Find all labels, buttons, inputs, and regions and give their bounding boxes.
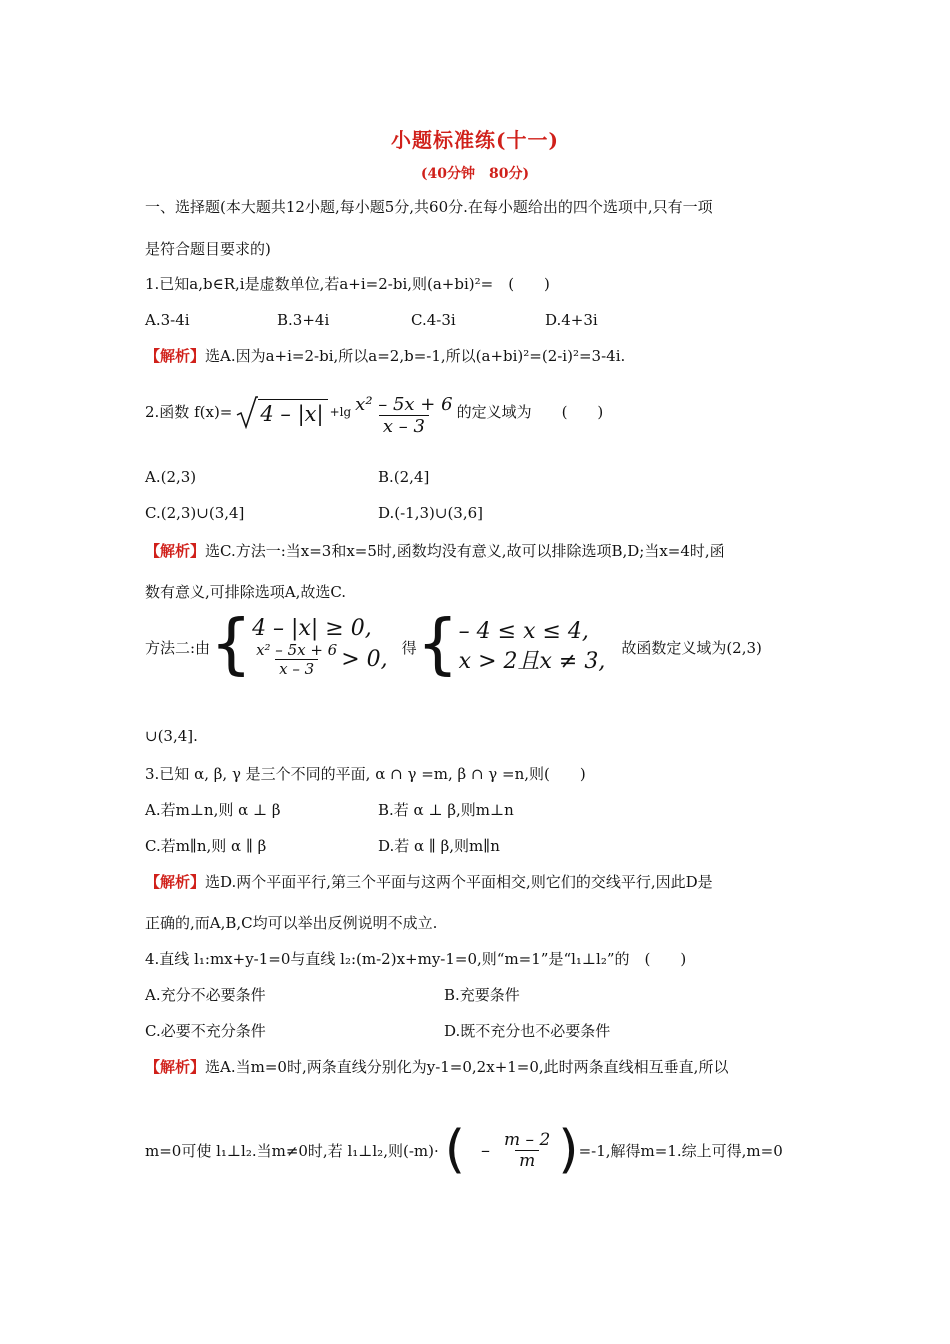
q1-option-a: A.3-4i [145, 311, 190, 329]
q1-stem: 1.已知a,b∈R,i是虚数单位,若a+i=2-bi,则(a+bi)²= ( ) [145, 275, 550, 293]
q2-option-d: D.(-1,3)∪(3,6] [378, 504, 484, 522]
fraction-numerator: m – 2 [504, 1129, 551, 1150]
q2-log-fraction [351, 394, 456, 437]
system1-tail: > 0, [341, 647, 388, 672]
q3-analysis [145, 871, 713, 892]
q2-suffix: 的定义域为 ( ) [456, 403, 604, 421]
q3-option-c: C.若m∥n,则 α ∥ β [145, 837, 267, 855]
q2-analysis-line2: 数有意义,可排除选项A,故选C. [145, 583, 347, 601]
q2-option-b: B.(2,4] [378, 468, 430, 486]
q2-conclusion: 故函数定义域为(2,3) [621, 638, 762, 657]
q1-analysis-text: 选A.因为a+i=2-bi,所以a=2,b=-1,所以(a+bi)²=(2-i)²=3-4i. [205, 347, 626, 365]
q2-prefix: 2.函数 f(x)= [145, 403, 233, 421]
analysis-tag: 【解析】 [145, 873, 206, 891]
q4-line2-prefix: m=0可使 l₁⊥l₂.当m≠0时,若 l₁⊥l₂,则(-m)· [145, 1141, 439, 1160]
q2-option-c: C.(2,3)∪(3,4] [145, 504, 245, 522]
left-brace-icon: { [210, 605, 253, 682]
fraction-numerator: x² – 5x + 6 [256, 641, 338, 659]
method2-label: 方法二:由 [145, 638, 211, 657]
system1-line1: 4 – |x| ≥ 0, [252, 616, 372, 641]
q2-sqrt-body: 4 – |x| [258, 399, 327, 426]
q4-option-b: B.充要条件 [444, 986, 520, 1004]
analysis-tag: 【解析】 [145, 1058, 206, 1076]
q4-option-d: D.既不充分也不必要条件 [444, 1022, 611, 1040]
fraction-numerator: x² – 5x + 6 [355, 394, 453, 415]
page-title: 小题标准练(十一) [391, 128, 559, 152]
q3-stem: 3.已知 α, β, γ 是三个不同的平面, α ∩ γ =m, β ∩ γ =n,则( ) [145, 765, 586, 783]
system2 [459, 619, 606, 675]
section-instructions-line2: 是符合题目要求的) [145, 240, 271, 258]
q1-analysis [145, 345, 625, 366]
q1-option-d: D.4+3i [545, 311, 598, 329]
left-brace-icon: { [416, 605, 459, 682]
q4-fraction [500, 1130, 554, 1171]
q3-option-a: A.若m⊥n,则 α ⊥ β [145, 801, 281, 819]
q4-analysis-line2 [145, 1120, 783, 1180]
sqrt-icon [236, 395, 258, 429]
q4-stem: 4.直线 l₁:mx+y-1=0与直线 l₂:(m-2)x+my-1=0,则“m=1”是“l₁⊥l₂”的 ( ) [145, 950, 687, 968]
q4-analysis-line1: 选A.当m=0时,两条直线分别化为y-1=0,2x+1=0,此时两条直线相互垂直,所以 [205, 1058, 729, 1076]
q2-analysis-line1: 选C.方法一:当x=3和x=5时,函数均没有意义,故可以排除选项B,D;当x=4时,函 [205, 542, 725, 560]
q4-option-c: C.必要不充分条件 [145, 1022, 266, 1040]
right-paren-icon: ) [558, 1120, 579, 1180]
q2-conclusion2: ∪(3,4]. [145, 727, 198, 745]
left-paren-icon: ( [444, 1120, 466, 1180]
q3-option-b: B.若 α ⊥ β,则m⊥n [378, 801, 514, 819]
q2-method2 [145, 605, 762, 682]
system1-fraction [252, 641, 341, 678]
q2-plus-lg: +lg [329, 404, 352, 419]
analysis-tag: 【解析】 [145, 542, 206, 560]
fraction-denominator: m [515, 1150, 539, 1171]
analysis-tag: 【解析】 [145, 347, 206, 365]
fraction-denominator: x – 3 [379, 415, 429, 437]
q2-analysis [145, 540, 725, 561]
page-subtitle: (40分钟 80分) [420, 166, 530, 182]
q3-option-d: D.若 α ∥ β,则m∥n [378, 837, 500, 855]
q2-option-a: A.(2,3) [145, 468, 197, 486]
minus-sign: – [481, 1139, 491, 1161]
system2-line2: x > 2且x ≠ 3, [458, 649, 606, 674]
system1 [252, 616, 388, 678]
de-label: 得 [401, 638, 417, 657]
q1-option-c: C.4-3i [411, 311, 456, 329]
q4-line2-suffix: =-1,解得m=1.综上可得,m=0 [578, 1141, 783, 1160]
q4-analysis [145, 1056, 728, 1077]
q3-analysis-line1: 选D.两个平面平行,第三个平面与这两个平面相交,则它们的交线平行,因此D是 [205, 873, 713, 891]
section-instructions-line1: 一、选择题(本大题共12小题,每小题5分,共60分.在每小题给出的四个选项中,只有一项 [145, 198, 713, 216]
system1-line2 [252, 641, 388, 678]
q4-option-a: A.充分不必要条件 [145, 986, 266, 1004]
fraction-denominator: x – 3 [275, 659, 318, 678]
system2-line1: – 4 ≤ x ≤ 4, [458, 619, 589, 644]
q1-option-b: B.3+4i [277, 311, 330, 329]
q3-analysis-line2: 正确的,而A,B,C均可以举出反例说明不成立. [145, 914, 438, 932]
q2-stem [145, 386, 603, 437]
